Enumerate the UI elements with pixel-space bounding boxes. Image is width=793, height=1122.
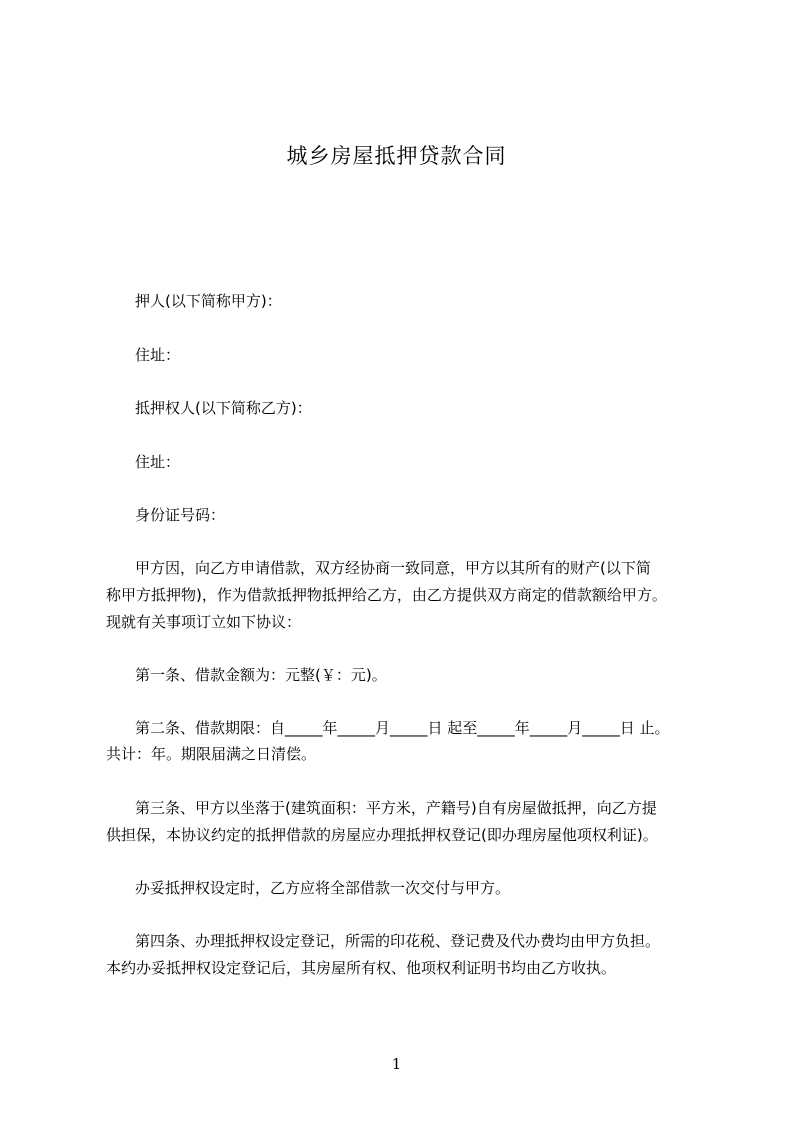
mortgagor-field: 押人(以下简称甲方)： [135, 292, 282, 310]
mortgagor-address-field: 住址： [135, 346, 181, 364]
document-title: 城乡房屋抵押贷款合同 [286, 144, 507, 168]
mortgagee-field: 抵押权人(以下简称乙方)： [135, 399, 312, 417]
article4-paragraph-line2: 本约办妥抵押权设定登记后，其房屋所有权、他项权利证明书均由乙方收执。 [106, 959, 617, 977]
id-number-field: 身份证号码： [135, 506, 226, 524]
article4-paragraph-line1: 第四条、办理抵押权设定登记，所需的印花税、登记费及代办费均由甲方负担。 [135, 932, 661, 950]
mortgagee-address-field: 住址： [135, 453, 181, 471]
article2-paragraph-line2: 共计：年。期限届满之日清偿。 [106, 745, 317, 763]
article1-paragraph: 第一条、借款金额为：元整(￥：元)。 [135, 666, 387, 684]
article2-paragraph-line1: 第二条、借款期限：自_____年_____月_____日 起至_____年_____月_____日 止。 [135, 719, 670, 737]
page-number: 1 [391, 1055, 402, 1073]
article3-paragraph-line2: 供担保，本协议约定的抵押借款的房屋应办理抵押权登记(即办理房屋他项权利证)。 [106, 826, 658, 844]
intro-paragraph-line2: 称甲方抵押物)，作为借款抵押物抵押给乙方，由乙方提供双方商定的借款额给甲方。 [106, 586, 667, 604]
article3-extra-paragraph: 办妥抵押权设定时，乙方应将全部借款一次交付与甲方。 [135, 879, 511, 897]
intro-paragraph-line3: 现就有关事项订立如下协议： [106, 613, 302, 631]
intro-paragraph-line1: 甲方因，向乙方申请借款，双方经协商一致同意，甲方以其所有的财产(以下简 [135, 559, 651, 577]
article3-paragraph-line1: 第三条、甲方以坐落于(建筑面积：平方米，产籍号)自有房屋做抵押，向乙方提 [135, 799, 657, 817]
